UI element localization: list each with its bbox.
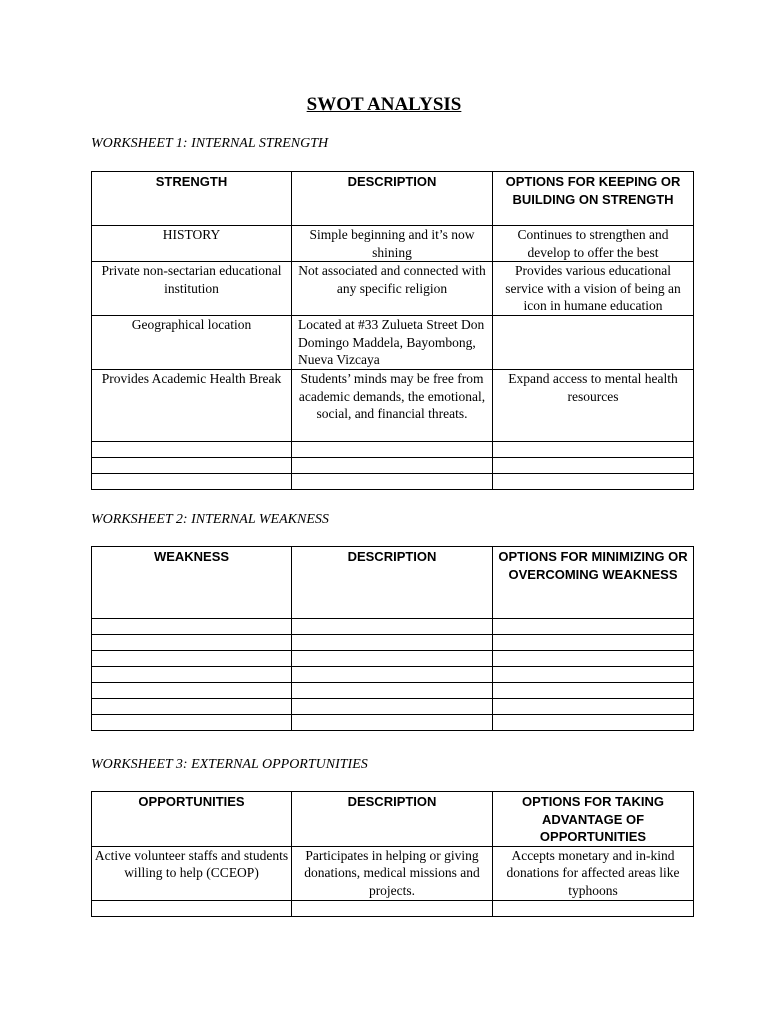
worksheet-2-table: [91, 546, 694, 731]
table-cell: [493, 458, 694, 474]
table-cell: HISTORY: [92, 226, 292, 262]
table-row: [92, 316, 694, 370]
table-cell: Provides various educational service with a vision of being an icon in humane education: [493, 262, 694, 316]
table-cell: [292, 715, 493, 731]
table-cell: Continues to strengthen and develop to offer the best: [493, 226, 694, 262]
table-cell: [292, 683, 493, 699]
table-cell: Participates in helping or giving donations, medical missions and projects.: [292, 846, 493, 900]
table-cell: Students’ minds may be free from academic demands, the emotional, social, and financial threats.: [292, 370, 493, 442]
table-cell: [292, 635, 493, 651]
table-row: [92, 442, 694, 458]
table-row: [92, 699, 694, 715]
column-header-description: DESCRIPTION: [292, 792, 493, 847]
table-row: [92, 667, 694, 683]
table-cell: [493, 667, 694, 683]
table-cell: [92, 699, 292, 715]
table-cell: [92, 458, 292, 474]
table-cell: [92, 474, 292, 490]
column-header-options: OPTIONS FOR TAKING ADVANTAGE OF OPPORTUNITIES: [493, 792, 694, 847]
table-row: [92, 370, 694, 442]
table-cell: [92, 667, 292, 683]
table-cell: [92, 635, 292, 651]
table-cell: [493, 651, 694, 667]
table-cell: [493, 619, 694, 635]
table-cell: [292, 667, 493, 683]
table-row: [92, 619, 694, 635]
table-cell: Active volunteer staffs and students willing to help (CCEOP): [92, 846, 292, 900]
column-header-opportunities: OPPORTUNITIES: [92, 792, 292, 847]
table-cell: [92, 715, 292, 731]
table-cell: Expand access to mental health resources: [493, 370, 694, 442]
table-row: [92, 900, 694, 916]
column-header-options: OPTIONS FOR KEEPING OR BUILDING ON STRENGTH: [493, 172, 694, 226]
table-cell: [493, 715, 694, 731]
table-cell: [493, 316, 694, 370]
table-header-row: [92, 172, 694, 226]
table-row: [92, 458, 694, 474]
column-header-options: OPTIONS FOR MINIMIZING OR OVERCOMING WEAKNESS: [493, 547, 694, 619]
table-row: [92, 846, 694, 900]
table-cell: Located at #33 Zulueta Street Don Domingo Maddela, Bayombong, Nueva Vizcaya: [292, 316, 493, 370]
table-row: [92, 262, 694, 316]
table-cell: Not associated and connected with any specific religion: [292, 262, 493, 316]
worksheet-2-heading: WORKSHEET 2: INTERNAL WEAKNESS: [91, 512, 329, 527]
table-cell: [493, 683, 694, 699]
table-cell: Geographical location: [92, 316, 292, 370]
table-cell: [493, 699, 694, 715]
table-cell: [92, 900, 292, 916]
worksheet-3-table: [91, 791, 694, 917]
table-cell: [92, 442, 292, 458]
table-row: [92, 651, 694, 667]
table-cell: [292, 900, 493, 916]
worksheet-3-heading: WORKSHEET 3: EXTERNAL OPPORTUNITIES: [91, 757, 368, 772]
table-cell: [292, 619, 493, 635]
table-cell: Private non-sectarian educational institution: [92, 262, 292, 316]
table-row: [92, 683, 694, 699]
table-cell: [292, 699, 493, 715]
table-cell: [493, 900, 694, 916]
column-header-description: DESCRIPTION: [292, 547, 493, 619]
table-cell: [292, 474, 493, 490]
table-cell: Provides Academic Health Break: [92, 370, 292, 442]
column-header-strength: STRENGTH: [92, 172, 292, 226]
table-row: [92, 474, 694, 490]
table-cell: [92, 651, 292, 667]
column-header-weakness: WEAKNESS: [92, 547, 292, 619]
table-header-row: [92, 792, 694, 847]
table-cell: [292, 442, 493, 458]
table-cell: [292, 651, 493, 667]
table-row: [92, 226, 694, 262]
table-row: [92, 715, 694, 731]
table-cell: [92, 619, 292, 635]
table-cell: Accepts monetary and in-kind donations for affected areas like typhoons: [493, 846, 694, 900]
worksheet-1-heading: WORKSHEET 1: INTERNAL STRENGTH: [91, 136, 329, 151]
worksheet-1-table: [91, 171, 694, 490]
table-header-row: [92, 547, 694, 619]
table-cell: [92, 683, 292, 699]
table-cell: [493, 442, 694, 458]
table-cell: [493, 635, 694, 651]
table-cell: [292, 458, 493, 474]
table-cell: Simple beginning and it’s now shining: [292, 226, 493, 262]
page-title: SWOT ANALYSIS: [306, 94, 462, 115]
table-row: [92, 635, 694, 651]
table-cell: [493, 474, 694, 490]
column-header-description: DESCRIPTION: [292, 172, 493, 226]
